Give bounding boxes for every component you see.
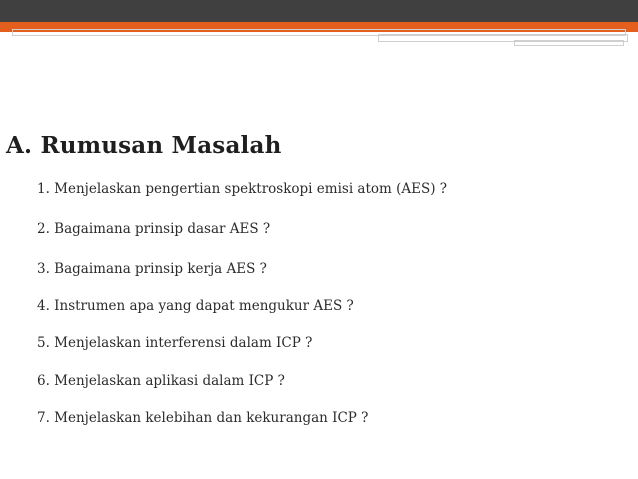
decor-rect-3 [514, 40, 624, 46]
list-item-6: 6. Menjelaskan aplikasi dalam ICP ? [37, 373, 285, 389]
list-item-2: 2. Bagaimana prinsip dasar AES ? [37, 221, 271, 237]
list-item-3: 3. Bagaimana prinsip kerja AES ? [37, 261, 267, 277]
header-bar [0, 0, 638, 22]
list-item-5: 5. Menjelaskan interferensi dalam ICP ? [37, 335, 313, 351]
list-item-4: 4. Instrumen apa yang dapat mengukur AES ? [37, 298, 354, 314]
list-item-7: 7. Menjelaskan kelebihan dan kekurangan ICP ? [37, 410, 369, 426]
list-item-1: 1. Menjelaskan pengertian spektroskopi emisi atom (AES) ? [37, 181, 448, 197]
slide-title: A. Rumusan Masalah [6, 132, 282, 159]
